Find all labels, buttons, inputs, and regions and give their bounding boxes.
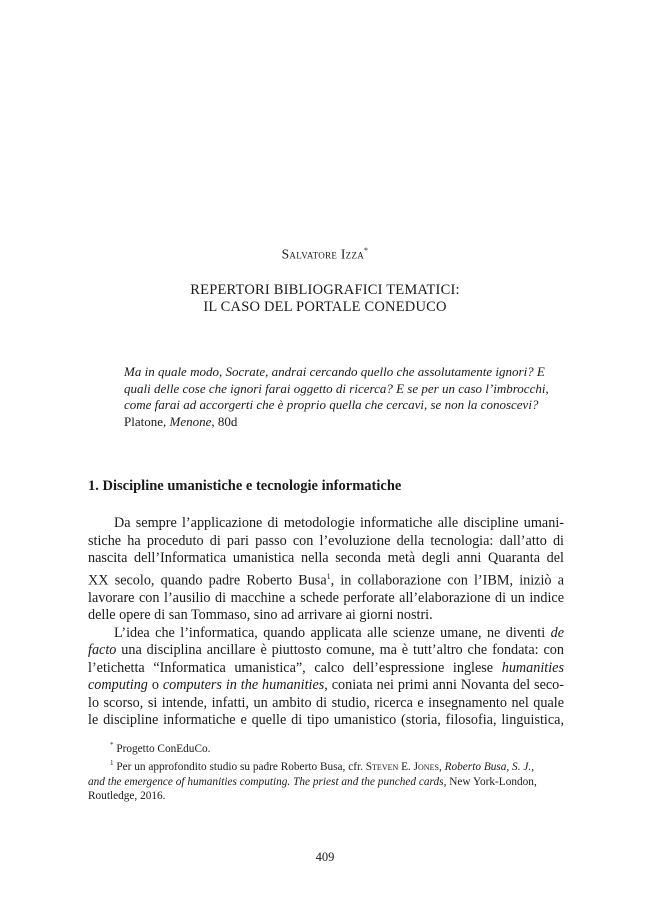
epigraph-line-3: come farai ad accorgerti che è proprio quella che cercavi, se non la conoscevi? [124, 397, 539, 412]
chapter-title [0, 282, 650, 316]
paragraph-2-line: l’etichetta “Informatica umanistica”, calco dell’espressione inglese humanities [88, 659, 564, 676]
page-number: 409 [315, 850, 335, 864]
footnote-1-continuation: Routledge, 2016. [88, 790, 166, 803]
author-name [0, 246, 650, 263]
body-text [88, 515, 564, 730]
paragraph-1-line: nascita dell’Informatica umanistica nella seconda metà degli anni Quaranta del [88, 550, 564, 566]
paragraph-1-line: Da sempre l’applicazione di metodologie informatiche alle discipline umani- [114, 515, 564, 531]
footnote-ref-1: 1 [326, 571, 331, 581]
epigraph-line-2: quali delle cose che ignori farai oggetto di ricerca? E se per un caso l’imbrocchi, [124, 380, 549, 396]
paragraph-2-line: L’idea che l’informatica, quando applicata alle scienze umane, ne diventi de [114, 624, 564, 641]
chapter-title-line-2: IL CASO DEL PORTALE CONEDUCO [203, 299, 447, 315]
paragraph-2-line: facto una disciplina ancillare è piuttosto comune, ma è tutt’altro che fondata: con [88, 642, 564, 659]
paragraph-1-line: delle opere di san Tommaso, sino ad arrivare ai giorni nostri. [88, 607, 433, 624]
footnote-0: * Progetto ConEduCo. [110, 741, 211, 755]
section-heading: 1. Discipline umanistiche e tecnologie informatiche [88, 478, 402, 494]
paragraph-1-line: lavorare con l’ausilio di macchine a schede perforate all’elaborazione di un indice [88, 589, 564, 606]
paragraph-1-line: stiche ha proceduto di pari passo con l’evoluzione della tecnologia: dall’atto di [88, 532, 564, 549]
footnote-1-continuation: and the emergence of humanities computing. The priest and the punched cards, New York-London, [88, 775, 537, 788]
paragraph-1-line: XX secolo, quando padre Roberto Busa$^1$, in collaborazione con l’IBM, iniziò a [88, 571, 564, 589]
author-name-text: Salvatore Izza [281, 246, 365, 262]
chapter-title-line-1: REPERTORI BIBLIOGRAFICI TEMATICI: [190, 282, 460, 298]
footnotes [88, 738, 564, 804]
author-footnote-mark: * [364, 246, 369, 255]
paragraph-2-line: computing o computers in the humanities, coniata nei primi anni Novanta del seco- [88, 677, 564, 694]
paragraph-2-line: lo scorso, si intende, infatti, un ambito di studio, ricerca e insegnamento nel quale [88, 694, 564, 711]
epigraph [124, 364, 549, 430]
paragraph-2-line: le discipline informatiche e quelle di tipo umanistico (storia, filosofia, linguistica, [88, 712, 564, 729]
epigraph-source: Platone, Menone, 80d [124, 413, 238, 429]
epigraph-line-1: Ma in quale modo, Socrate, andrai cercando quello che assolutamente ignori? E [124, 364, 545, 379]
footnote-1: $^1$ Per un approfondito studio su padre Roberto Busa, cfr. Steven E. Jones, Roberto Busa, S. J., [110, 759, 535, 774]
